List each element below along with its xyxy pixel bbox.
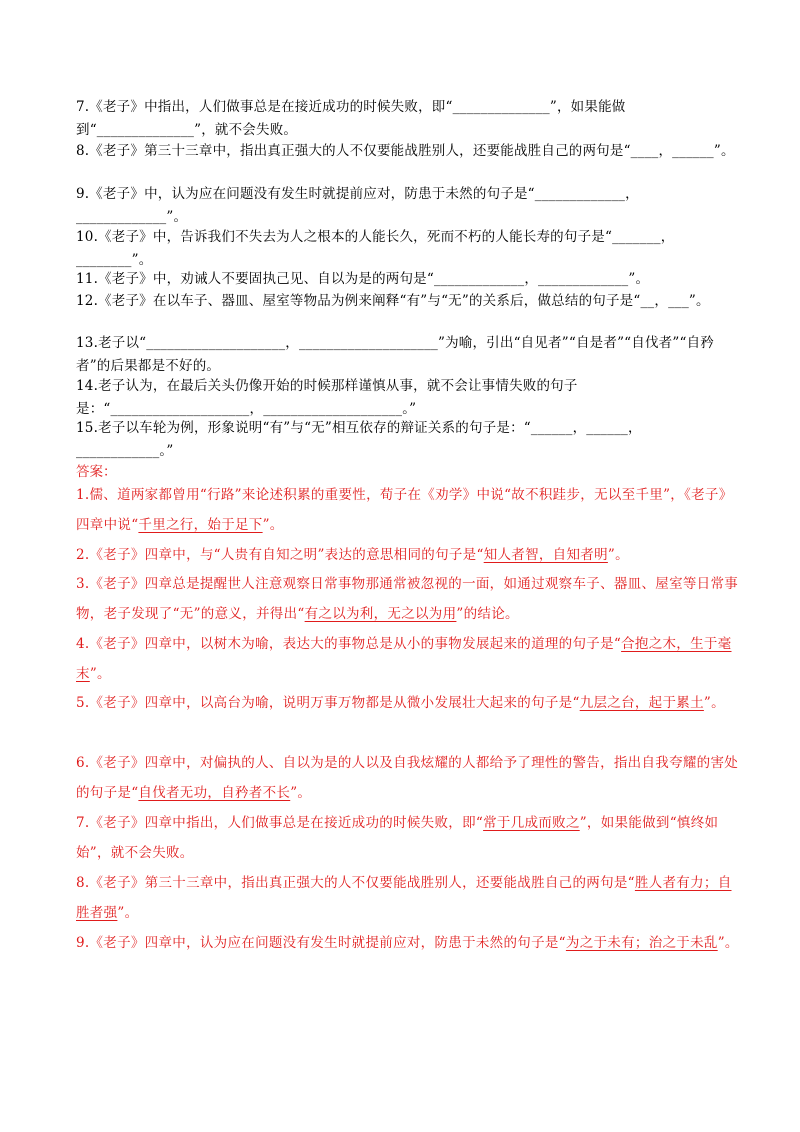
answer-9: 9.《老子》四章中，认为应在问题没有发生时就提前应对，防患于未然的句子是“为之于未有；治之于未乱”。: [76, 935, 739, 951]
answer-6: 6.《老子》四章中，对偏执的人、自以为是的人以及自我炫耀的人都给予了理性的警告，指出自我夸耀的害处的句子是“自伐者无功，自矜者不长”。: [76, 755, 739, 801]
question-10: 10.《老子》中，告诉我们不失去为人之根本的人能长久，死而不朽的人能长寿的句子是“_______，________”。: [76, 229, 675, 268]
question-8: 8.《老子》第三十三章中，指出真正强大的人不仅要能战胜别人，还要能战胜自己的两句是“____，______”。: [76, 143, 735, 159]
answer-4: 4.《老子》四章中，以树木为喻，表达大的事物总是从小的事物发展起来的道理的句子是“合抱之木，生于毫末”。: [76, 636, 732, 682]
answer-2: 2.《老子》四章中，与“人贵有自知之明”表达的意思相同的句子是“知人者智，自知者明”。: [76, 547, 629, 563]
question-12: 12.《老子》在以车子、器皿、屋室等物品为例来阐释“有”与“无”的关系后，做总结的句子是“__，___”。: [76, 293, 710, 309]
question-14: 14.老子认为，在最后关头仍像开始的时候那样谨慎从事，就不会让事情失败的句子是：“____________________，____________________。”: [76, 378, 578, 417]
question-15: 15.老子以车轮为例，形象说明“有”与“无”相互依存的辩证关系的句子是：“______，______，____________。”: [76, 420, 642, 459]
answer-7: 7.《老子》四章中指出，人们做事总是在接近成功的时候失败，即“常于几成而败之”，如果能做到“慎终如始”，就不会失败。: [76, 815, 719, 861]
question-13: 13.老子以“____________________，____________________”为喻，引出“自见者”“自是者”“自伐者”“自矜者”的后果都是不好的。: [76, 335, 714, 374]
answer-8: 8.《老子》第三十三章中，指出真正强大的人不仅要能战胜别人，还要能战胜自己的两句是“胜人者有力；自胜者强”。: [76, 875, 732, 921]
answer-header: 答案：: [76, 464, 117, 480]
answer-1: 1.儒、道两家都曾用“行路”来论述积累的重要性，荀子在《劝学》中说“故不积跬步，无以至千里”，《老子》四章中说“千里之行，始于足下”。: [76, 487, 733, 533]
answer-5: 5.《老子》四章中，以高台为喻，说明万事万物都是从微小发展壮大起来的句子是“九层之台，起于累土”。: [76, 695, 725, 711]
question-11: 11.《老子》中，劝诫人不要固执己见、自以为是的两句是“_____________，_____________”。: [76, 271, 650, 287]
question-9: 9.《老子》中，认为应在问题没有发生时就提前应对，防患于未然的句子是“_____________，_____________”。: [76, 186, 639, 225]
answer-3: 3.《老子》四章总是提醒世人注意观察日常事物那通常被忽视的一面，如通过观察车子、器皿、屋室等日常事物，老子发现了“无”的意义，并得出“有之以为利，无之以为用”的结论。: [76, 576, 739, 622]
question-7: 7.《老子》中指出，人们做事总是在接近成功的时候失败，即“______________”，如果能做到“______________”，就不会失败。: [76, 99, 626, 138]
